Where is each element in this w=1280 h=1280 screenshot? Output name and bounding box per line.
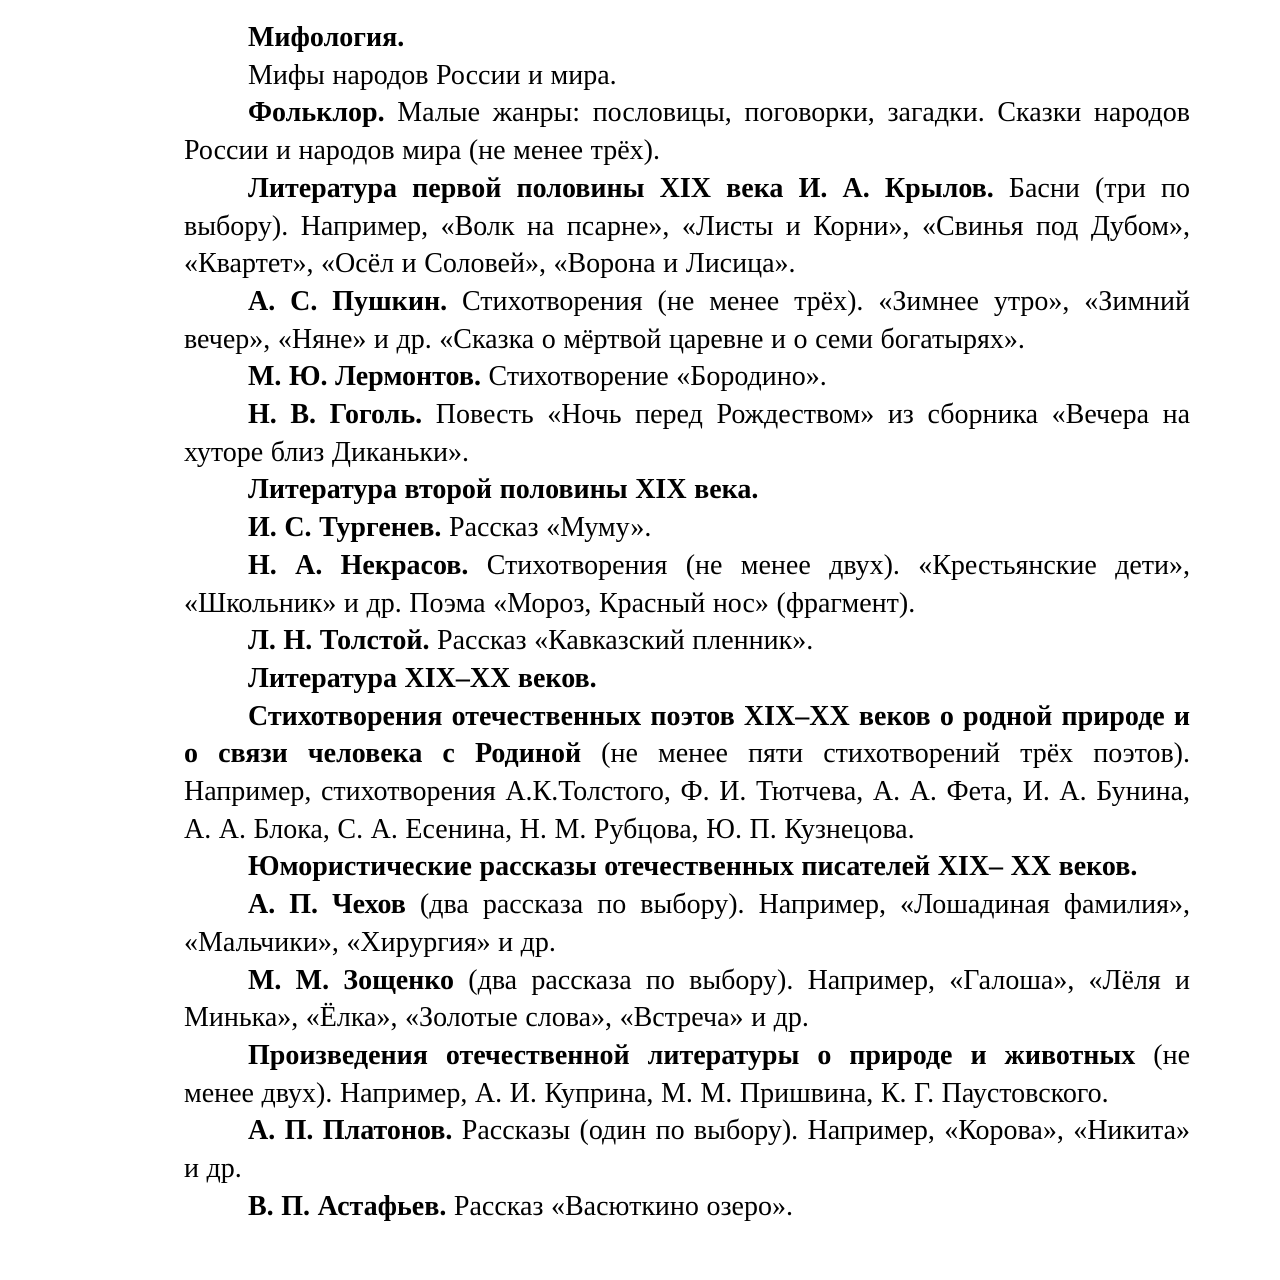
text-run: Рассказ «Муму». (441, 512, 652, 544)
paragraph (184, 19, 1190, 57)
bold-text-run: А. П. Платонов. (248, 1115, 453, 1147)
bold-text-run: Литература XIX–XX веков. (248, 662, 597, 694)
paragraph (184, 886, 1190, 961)
text-run: Рассказы (один по выбору). Например, «Корова», «Никита» и др. (184, 1115, 1191, 1185)
bold-text-run: Литература второй половины XIX века. (248, 474, 759, 506)
text-run: Мифы народов России и мира. (248, 59, 617, 91)
bold-text-run: Н. В. Гоголь. (248, 399, 423, 431)
bold-text-run: В. П. Астафьев. (248, 1190, 447, 1222)
paragraph (184, 622, 1190, 660)
paragraph (184, 57, 1190, 95)
paragraph (184, 1112, 1190, 1187)
paragraph (184, 509, 1190, 547)
document-body (184, 19, 1190, 1226)
bold-text-run: А. С. Пушкин. (248, 285, 448, 317)
text-run: Повесть «Ночь перед Рождеством» из сборника «Вечера на хуторе близ Диканьки». (184, 399, 1191, 468)
paragraph (184, 698, 1190, 849)
paragraph (184, 1037, 1190, 1112)
paragraph (184, 660, 1190, 698)
text-run: Стихотворения (не менее трёх). «Зимнее утро», «Зимний вечер», «Няне» и др. «Сказка о мёртвой царевне и о семи богатырях». (184, 285, 1190, 355)
bold-text-run: М. М. Зощенко (248, 964, 455, 996)
bold-text-run: М. Ю. Лермонтов. (248, 361, 481, 393)
bold-text-run: Произведения отечественной литературы о природе и животных (248, 1039, 1136, 1071)
text-run: Стихотворения (не менее двух). «Крестьянские дети», «Школьник» и др. Поэма «Мороз, Красный нос» (фрагмент). (184, 549, 1190, 619)
text-run: Малые жанры: пословицы, поговорки, загадки. Сказки народов России и народов мира (не менее трёх). (184, 97, 1190, 167)
text-run: Рассказ «Кавказский пленник». (429, 625, 814, 657)
paragraph (184, 471, 1190, 509)
paragraph (184, 396, 1190, 471)
text-run: (два рассказа по выбору). Например, «Лошадиная фамилия», «Мальчики», «Хирургия» и др. (184, 889, 1190, 958)
text-run: Басни (три по выбору). Например, «Волк на псарне», «Листы и Корни», «Свинья под Дубом», «Квартет», «Осёл и Соловей», «Ворона и Лисица». (184, 172, 1190, 280)
paragraph (184, 962, 1190, 1037)
bold-text-run: Фольклор. (248, 97, 385, 129)
text-run: (два рассказа по выбору). Например, «Галоша», «Лёля и Минька», «Ёлка», «Золотые слова», «Встреча» и др. (184, 964, 1191, 1034)
paragraph (184, 1188, 1190, 1226)
text-run: (не менее двух). Например, А. И. Куприна, М. М. Пришвина, К. Г. Паустовского. (184, 1039, 1190, 1109)
paragraph (184, 94, 1190, 169)
bold-text-run: Мифология. (248, 22, 405, 53)
bold-text-run: Н. А. Некрасов. (248, 549, 469, 581)
bold-text-run: Стихотворения отечественных поэтов XIX–XX веков о родной природе и о связи человека с Родиной (184, 700, 1190, 770)
paragraph (184, 283, 1190, 358)
bold-text-run: Юмористические рассказы отечественных писателей XIX– XX веков. (248, 851, 1138, 883)
text-run: Рассказ «Васюткино озеро». (446, 1190, 793, 1222)
text-run: (не менее пяти стихотворений трёх поэтов). Например, стихотворения А.К.Толстого, Ф. И. Тютчева, А. А. Фета, И. А. Бунина, А. А. Блока, С. А. Есенина, Н. М. Рубцова, Ю. П. Кузнецова. (184, 738, 1191, 845)
bold-text-run: А. П. Чехов (248, 889, 406, 921)
paragraph (184, 547, 1190, 622)
paragraph (184, 358, 1190, 396)
paragraph (184, 848, 1190, 886)
bold-text-run: Л. Н. Толстой. (248, 625, 430, 657)
paragraph (184, 170, 1190, 283)
bold-text-run: И. С. Тургенев. (248, 512, 442, 544)
bold-text-run: Литература первой половины XIX века И. А. Крылов. (248, 172, 994, 204)
text-run: Стихотворение «Бородино». (480, 361, 827, 393)
